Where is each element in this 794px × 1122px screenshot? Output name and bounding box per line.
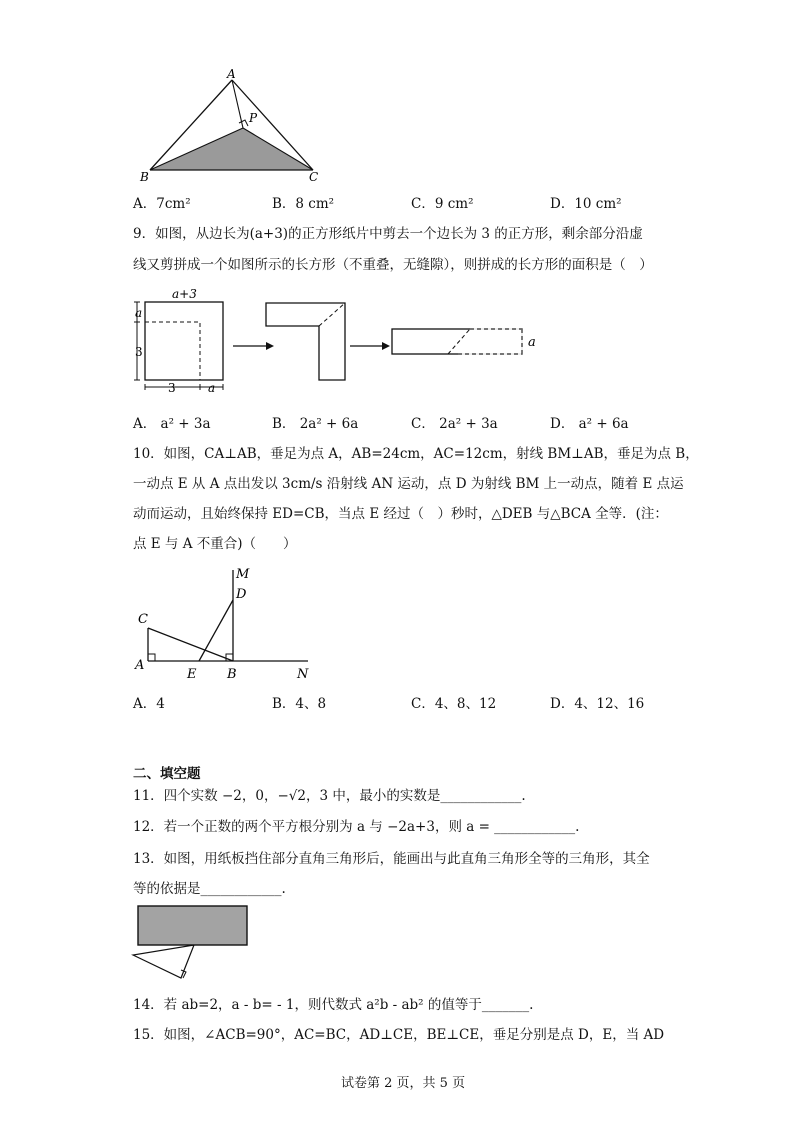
q9-text-line2: 线又剪拼成一个如图所示的长方形（不重叠，无缝隙），则拼成的长方形的面积是（ ） — [133, 257, 653, 273]
q8-label-a: A — [227, 67, 236, 81]
q13-text-line2: 等的依据是____________. — [133, 881, 286, 897]
q9-option-d: D． a² + 6a — [550, 416, 629, 432]
q10-option-c: C．4、8、12 — [411, 696, 497, 712]
q9-label-bottom-3: 3 — [168, 381, 176, 395]
q8-label-c: C — [309, 170, 319, 184]
q10-label-c: C — [138, 612, 148, 627]
q13-figure — [128, 900, 258, 990]
q8-option-d: D．10 cm² — [550, 196, 622, 212]
q10-label-b: B — [227, 667, 237, 682]
q9-option-a: A． a² + 3a — [133, 416, 211, 432]
q10-option-d: D．4、12、16 — [550, 696, 645, 712]
q8-option-a: A．7cm² — [133, 196, 191, 212]
q10-text-line1: 10．如图，CA⊥AB，垂足为点 A，AB=24cm，AC=12cm，射线 BM⊥AB，垂足为点 B， — [133, 446, 699, 462]
q8-triangle-figure — [130, 66, 330, 186]
q9-label-bottom-a: a — [208, 381, 216, 395]
q10-label-n: N — [297, 667, 309, 682]
q10-option-a: A．4 — [133, 696, 165, 712]
q11-text: 11．四个实数 −2，0，−√2，3 中，最小的实数是____________. — [133, 788, 526, 804]
q10-option-b: B．4、8 — [272, 696, 327, 712]
q9-option-b: B． 2a² + 6a — [272, 416, 359, 432]
q8-label-p: P — [249, 111, 258, 125]
q10-label-d: D — [236, 587, 247, 602]
q9-label-left-3: 3 — [135, 345, 143, 359]
q12-text: 12．若一个正数的两个平方根分别为 a 与 −2a+3，则 a = ____________. — [133, 819, 580, 835]
q10-label-a: A — [135, 658, 145, 673]
q9-label-top: a+3 — [172, 288, 197, 301]
page-footer: 试卷第 2 页，共 5 页 — [341, 1076, 466, 1091]
q14-text: 14．若 ab=2，a - b= - 1，则代数式 a²b - ab² 的值等于_______. — [133, 997, 534, 1013]
q9-label-right-a: a — [528, 335, 536, 350]
q15-text-line1: 15．如图，∠ACB=90°，AC=BC，AD⊥CE，BE⊥CE，垂足分别是点 D，E，当 AD — [133, 1027, 665, 1043]
q8-label-b: B — [140, 170, 149, 184]
q9-option-c: C． 2a² + 3a — [411, 416, 498, 432]
q8-option-b: B．8 cm² — [272, 196, 335, 212]
q13-text-line1: 13．如图，用纸板挡住部分直角三角形后，能画出与此直角三角形全等的三角形，其全 — [133, 851, 650, 867]
q10-text-line2: 一动点 E 从 A 点出发以 3cm/s 沿射线 AN 运动，点 D 为射线 BM 上一动点，随着 E 点运 — [133, 476, 684, 492]
q9-label-left-a: a — [135, 306, 143, 320]
q10-label-e: E — [187, 667, 197, 682]
q10-figure — [130, 562, 330, 684]
q10-label-m: M — [236, 567, 250, 582]
q10-text-line3: 动而运动，且始终保持 ED=CB，当点 E 经过（ ）秒时，△DEB 与△BCA 全等．(注： — [133, 506, 668, 522]
section-title: 二、填空题 — [133, 766, 201, 782]
q10-text-line4: 点 E 与 A 不重合)（ ） — [133, 536, 297, 552]
q8-option-c: C．9 cm² — [411, 196, 474, 212]
q9-square-figure — [128, 288, 548, 398]
q9-text-line1: 9．如图，从边长为(a+3)的正方形纸片中剪去一个边长为 3 的正方形，剩余部分沿虚 — [133, 226, 643, 242]
